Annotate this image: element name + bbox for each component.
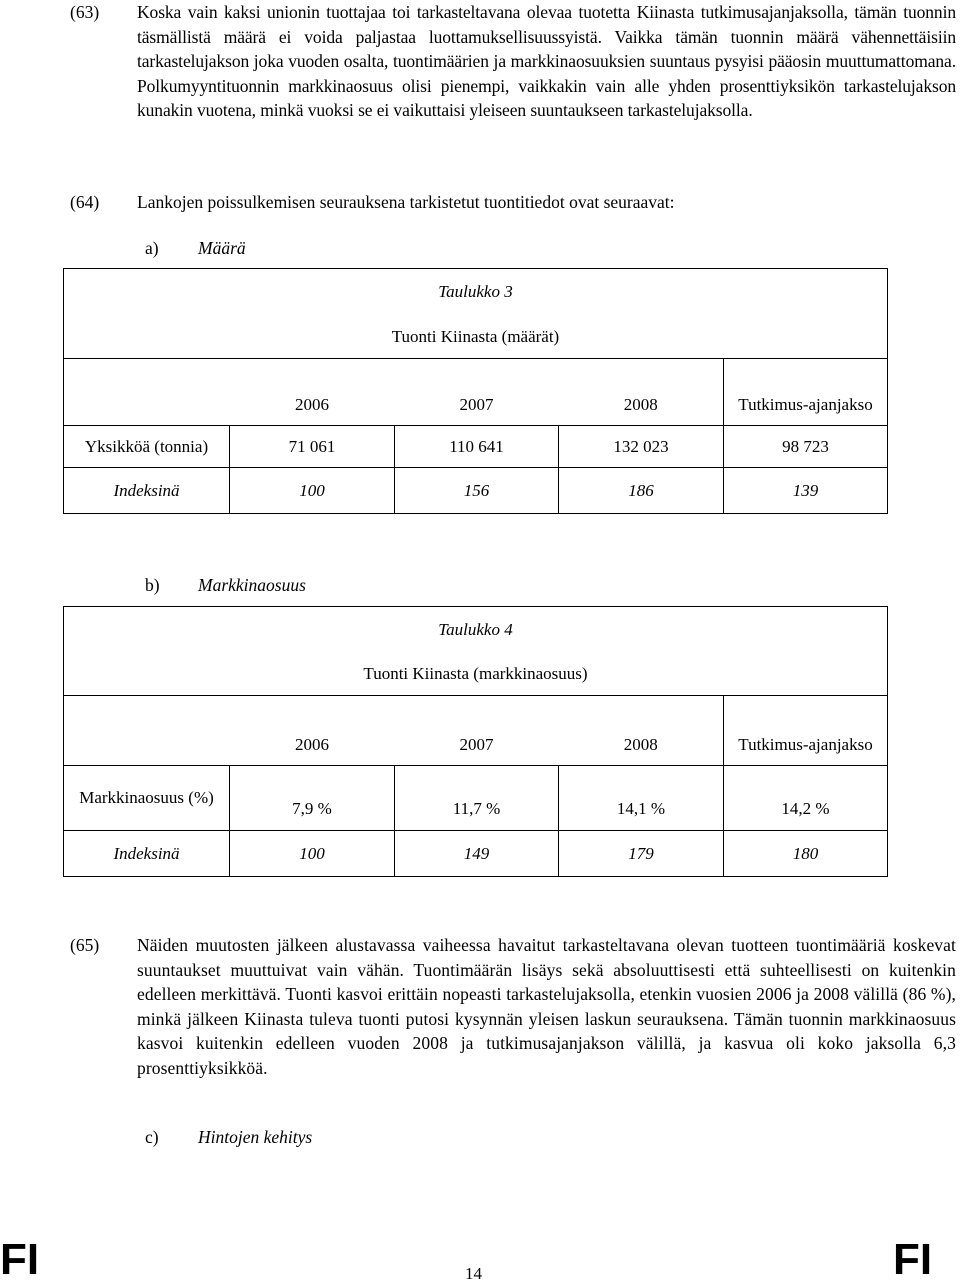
table-caption: Taulukko 3 [64, 269, 888, 316]
paragraph-number: (65) [70, 935, 100, 955]
table-cell: 14,1 % [559, 766, 724, 831]
section-label: a) [145, 238, 159, 258]
table-cell: 186 [559, 468, 724, 514]
row-label: Yksikköä (tonnia) [64, 426, 230, 468]
column-header: Tutkimus-ajanjakso [724, 359, 888, 426]
table-cell: 98 723 [724, 426, 888, 468]
section-title: Markkinaosuus [198, 575, 306, 595]
table-cell: 139 [724, 468, 888, 514]
table-cell: 71 061 [230, 426, 395, 468]
table-3 [63, 268, 888, 514]
footer-language-mark-right: FI [893, 1235, 933, 1284]
table-caption: Taulukko 4 [64, 607, 888, 653]
paragraph-number: (64) [70, 192, 100, 212]
paragraph-text: Koska vain kaksi unionin tuottajaa toi tarkasteltavana olevaa tuotetta Kiinasta tutkimusajanjaksolla, tämän tuonnin täsmällistä määrä ei voida paljastaa luottamuksellisuussyistä. Vaikka tämän tuonnin määrä vähennettäisiin tarkastelujakson joka vuoden osalta, tuontimäärien ja markkinaosuuksien suuntaus pysyisi pääosin muuttumattomana. Polkumyyntituonnin markkinaosuus olisi pienempi, vaikkakin vain alle yhden prosenttiyksikön tarkastelujakson kunakin vuotena, minkä vuoksi se ei vaikuttaisi yleiseen suuntaukseen tarkastelujaksolla. [137, 2, 956, 120]
paragraph-number: (63) [70, 2, 100, 22]
column-header: 2008 [559, 696, 724, 766]
table-cell: 14,2 % [724, 766, 888, 831]
paragraph-text: Lankojen poissulkemisen seurauksena tarkistetut tuontitiedot ovat seuraavat: [137, 192, 675, 212]
header-empty-cell [64, 696, 230, 766]
row-label: Markkinaosuus (%) [64, 766, 230, 831]
section-label: b) [145, 575, 160, 595]
row-label: Indeksinä [64, 468, 230, 514]
table-cell: 179 [559, 831, 724, 877]
table-4 [63, 606, 888, 877]
table-cell: 11,7 % [395, 766, 559, 831]
table-row [64, 426, 888, 468]
section-label: c) [145, 1127, 159, 1147]
table-row [64, 766, 888, 831]
table-cell: 132 023 [559, 426, 724, 468]
row-label: Indeksinä [64, 831, 230, 877]
page-number: 14 [465, 1264, 482, 1283]
table-subtitle: Tuonti Kiinasta (määrät) [64, 316, 888, 359]
table-cell: 149 [395, 831, 559, 877]
table-row [64, 468, 888, 514]
table-cell: 100 [230, 468, 395, 514]
table-row [64, 831, 888, 877]
column-header: 2006 [230, 359, 395, 426]
table-cell: 100 [230, 831, 395, 877]
column-header: 2008 [559, 359, 724, 426]
table-cell: 156 [395, 468, 559, 514]
section-title: Määrä [198, 238, 246, 258]
section-title: Hintojen kehitys [198, 1127, 313, 1147]
header-empty-cell [64, 359, 230, 426]
paragraph-text: Näiden muutosten jälkeen alustavassa vaiheessa havaitut tarkasteltavana olevan tuotteen tuontimääriä koskevat suuntaukset muuttuivat vain vähän. Tuontimäärän lisäys sekä absoluuttisesti että suhteellisesti on kuitenkin edelleen merkittävä. Tuonti kasvoi erittäin nopeasti tarkastelujaksolla, etenkin vuosien 2006 ja 2008 välillä (86 %), minkä jälkeen Kiinasta tuleva tuonti putosi kysynnän yleisen laskun seurauksena. Tämän tuonnin markkinaosuus kasvoi kuitenkin edelleen vuoden 2008 ja tutkimusajanjakson välillä, ja kasvua oli koko jaksolla 6,3 prosenttiyksikköä. [137, 935, 956, 1078]
table-cell: 7,9 % [230, 766, 395, 831]
column-header: 2007 [395, 359, 559, 426]
column-header: Tutkimus-ajanjakso [724, 696, 888, 766]
table-cell: 110 641 [395, 426, 559, 468]
column-header: 2007 [395, 696, 559, 766]
column-header: 2006 [230, 696, 395, 766]
table-subtitle: Tuonti Kiinasta (markkinaosuus) [64, 653, 888, 696]
footer-language-mark-left: FI [0, 1235, 40, 1284]
table-cell: 180 [724, 831, 888, 877]
